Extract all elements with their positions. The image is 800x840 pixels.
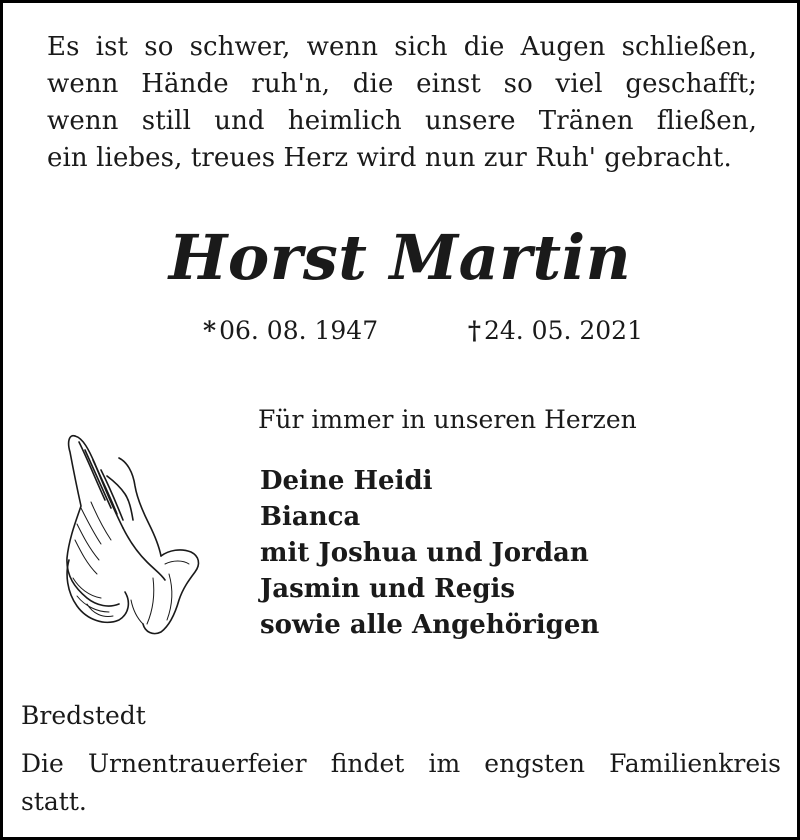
mourners-list	[260, 463, 599, 643]
mourner-entry: Jasmin und Regis	[260, 574, 516, 604]
funeral-notice	[21, 745, 781, 821]
death-cross-icon: †	[467, 316, 481, 345]
birth-star-icon: *	[203, 316, 217, 345]
praying-hands-icon	[57, 428, 207, 638]
notice-line: Die Urnentrauerfeier findet im engsten Familienkreis	[21, 749, 781, 778]
mourner-entry: Bianca	[260, 502, 361, 532]
deceased-name: Horst Martin	[168, 221, 632, 294]
notice-line: statt.	[21, 787, 87, 816]
birth-date-group	[203, 316, 378, 345]
poem-verse	[47, 29, 757, 177]
poem-line: ein liebes, treues Herz wird nun zur Ruh' gebracht.	[47, 143, 732, 173]
memorial-tagline: Für immer in unseren Herzen	[258, 405, 637, 434]
poem-line: wenn still und heimlich unsere Tränen fließen,	[47, 106, 757, 136]
mourner-entry: mit Joshua und Jordan	[260, 538, 589, 568]
death-date-group	[468, 316, 643, 345]
death-date: 24. 05. 2021	[483, 316, 643, 345]
birth-date: 06. 08. 1947	[219, 316, 379, 345]
poem-line: Es ist so schwer, wenn sich die Augen schließen,	[47, 32, 757, 62]
poem-line: wenn Hände ruh'n, die einst so viel geschafft;	[47, 69, 757, 99]
place-name: Bredstedt	[21, 701, 146, 730]
mourner-entry: Deine Heidi	[260, 466, 433, 496]
mourner-entry: sowie alle Angehörigen	[260, 610, 600, 640]
life-dates	[203, 316, 643, 345]
